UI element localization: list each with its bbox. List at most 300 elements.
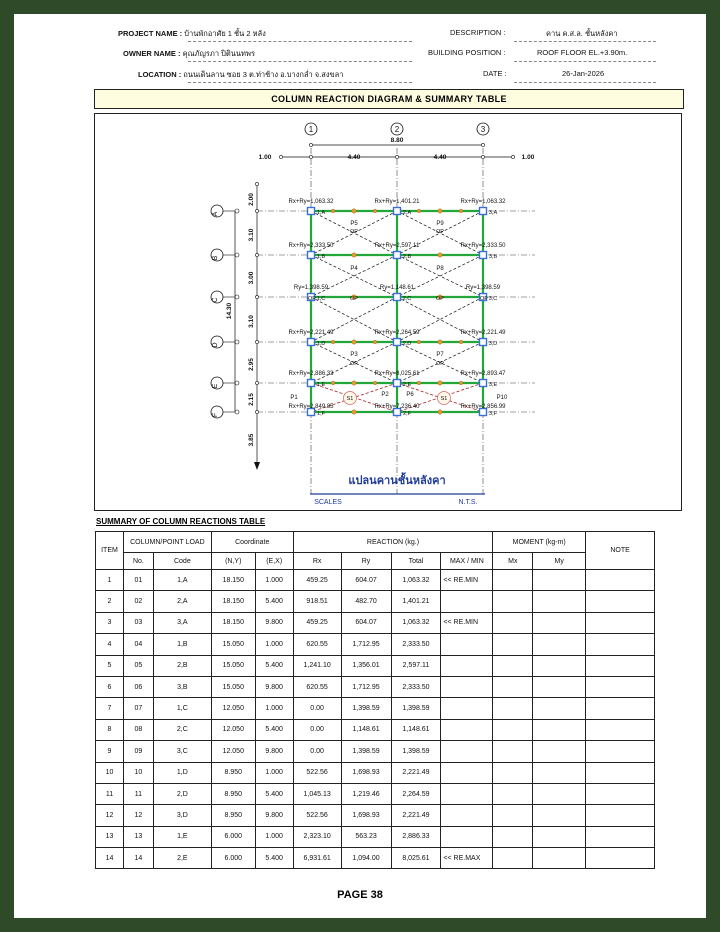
cell-mx bbox=[493, 848, 533, 869]
dim-y-label: 2.15 bbox=[248, 393, 255, 406]
reaction-label: Rx+Ry=2,893.47 bbox=[460, 371, 506, 377]
dim-y-label: 2.00 bbox=[248, 193, 255, 206]
cell-ry: 1,698.93 bbox=[341, 805, 391, 826]
cell-no: 10 bbox=[123, 762, 153, 783]
reaction-label: Rx+Ry=2,333.50 bbox=[288, 243, 334, 249]
cell-my bbox=[533, 826, 586, 847]
header-item: ITEM bbox=[96, 532, 124, 570]
header-rx: Rx bbox=[293, 553, 341, 570]
cell-mx bbox=[493, 570, 533, 591]
project-name-underline bbox=[188, 41, 412, 42]
cell-ry: 1,398.59 bbox=[341, 741, 391, 762]
support-point bbox=[331, 209, 335, 213]
cell-ny: 8.950 bbox=[211, 762, 255, 783]
cell-ny: 8.950 bbox=[211, 805, 255, 826]
cell-ry: 1,698.93 bbox=[341, 762, 391, 783]
column-node bbox=[308, 339, 315, 346]
dim-tick bbox=[255, 410, 258, 413]
plan-title: แปลนคานชั้นหลังคา bbox=[348, 475, 446, 487]
reaction-label: Ry=1,148.61 bbox=[379, 285, 415, 291]
table-row bbox=[96, 719, 655, 740]
nts-label: N.T.S. bbox=[458, 499, 478, 506]
cell-maxmin bbox=[441, 741, 493, 762]
table-row bbox=[96, 676, 655, 697]
cell-maxmin bbox=[441, 783, 493, 804]
cell-note bbox=[586, 805, 655, 826]
header-ny: (N,Y) bbox=[211, 553, 255, 570]
reaction-label: Rx+Ry=2,597.11 bbox=[374, 243, 420, 249]
project-name-row bbox=[118, 28, 266, 40]
cell-mx bbox=[493, 591, 533, 612]
cell-mx bbox=[493, 698, 533, 719]
dim-y-label: 2.95 bbox=[248, 358, 255, 371]
reaction-label: Rx+Ry=2,849.85 bbox=[288, 404, 334, 410]
support-point bbox=[352, 209, 356, 213]
cell-code: 2,D bbox=[153, 783, 211, 804]
dim-tick bbox=[255, 340, 258, 343]
cell-total: 2,333.50 bbox=[391, 634, 441, 655]
grid-leader-dot bbox=[235, 340, 239, 344]
header-reaction: REACTION (kg.) bbox=[293, 532, 493, 553]
table-row bbox=[96, 805, 655, 826]
date-label: DATE : bbox=[483, 69, 507, 78]
cell-ry: 1,219.46 bbox=[341, 783, 391, 804]
dim-tick bbox=[511, 155, 514, 158]
cell-rx: 620.55 bbox=[293, 676, 341, 697]
cell-mx bbox=[493, 826, 533, 847]
column-node bbox=[394, 294, 401, 301]
header-code: Code bbox=[153, 553, 211, 570]
panel-label: P1 bbox=[290, 395, 298, 401]
cell-ex: 1.000 bbox=[255, 826, 293, 847]
column-node-label: 3,F bbox=[489, 411, 497, 417]
cell-ny: 15.050 bbox=[211, 676, 255, 697]
column-node-label: 3,B bbox=[488, 254, 498, 260]
location-underline bbox=[188, 82, 412, 83]
support-point bbox=[438, 410, 442, 414]
cell-maxmin: << RE.MIN bbox=[441, 570, 493, 591]
op-label: OP bbox=[350, 361, 358, 367]
panel-label: P10 bbox=[496, 395, 508, 401]
op-label: OP bbox=[350, 229, 358, 235]
cell-note bbox=[586, 676, 655, 697]
cell-no: 05 bbox=[123, 655, 153, 676]
cell-mx bbox=[493, 762, 533, 783]
cell-no: 04 bbox=[123, 634, 153, 655]
support-point bbox=[438, 340, 442, 344]
cell-item: 8 bbox=[96, 719, 124, 740]
cell-total: 8,025.61 bbox=[391, 848, 441, 869]
cell-total: 2,221.49 bbox=[391, 805, 441, 826]
column-node bbox=[308, 380, 315, 387]
cell-mx bbox=[493, 612, 533, 633]
cell-ny: 6.000 bbox=[211, 848, 255, 869]
table-row bbox=[96, 741, 655, 762]
cell-ny: 6.000 bbox=[211, 826, 255, 847]
cell-ex: 1.000 bbox=[255, 762, 293, 783]
reaction-label: Rx+Ry=2,221.49 bbox=[460, 330, 506, 336]
location-label: LOCATION : bbox=[138, 70, 182, 79]
column-node bbox=[394, 208, 401, 215]
dim-tick bbox=[255, 209, 258, 212]
header-max-min: MAX / MIN bbox=[441, 553, 493, 570]
cell-my bbox=[533, 805, 586, 826]
cell-ex: 1.000 bbox=[255, 570, 293, 591]
dim-y-label: 3.10 bbox=[248, 228, 255, 242]
header-note: NOTE bbox=[586, 532, 655, 570]
cell-ex: 9.800 bbox=[255, 805, 293, 826]
column-node-label: 1,B bbox=[316, 254, 326, 260]
dim-total-x: 8.80 bbox=[390, 137, 404, 144]
cell-mx bbox=[493, 805, 533, 826]
dim-tick bbox=[255, 295, 258, 298]
cell-maxmin bbox=[441, 655, 493, 676]
op-label: OP bbox=[436, 296, 444, 302]
summary-table bbox=[95, 531, 655, 869]
grid-leader-dot bbox=[235, 381, 239, 385]
cell-maxmin bbox=[441, 634, 493, 655]
cell-item: 10 bbox=[96, 762, 124, 783]
cell-item: 11 bbox=[96, 783, 124, 804]
column-node-label: 2,D bbox=[402, 341, 412, 347]
dim-y-label: 3.00 bbox=[248, 271, 255, 285]
cell-code: 1,C bbox=[153, 698, 211, 719]
cell-ny: 18.150 bbox=[211, 570, 255, 591]
cell-rx: 0.00 bbox=[293, 698, 341, 719]
column-node-label: 1,F bbox=[317, 411, 325, 417]
cell-rx: 522.56 bbox=[293, 805, 341, 826]
cell-item: 14 bbox=[96, 848, 124, 869]
cell-note bbox=[586, 719, 655, 740]
owner-name-value: คุณภัญรภา ปิตินนทพร bbox=[182, 49, 255, 58]
dim-tick bbox=[481, 155, 484, 158]
cell-total: 1,398.59 bbox=[391, 741, 441, 762]
cell-total: 2,264.59 bbox=[391, 783, 441, 804]
date-value: 26-Jan-2026 bbox=[562, 69, 605, 78]
cell-ex: 5.400 bbox=[255, 591, 293, 612]
op-label: OP bbox=[436, 361, 444, 367]
table-row bbox=[96, 826, 655, 847]
project-name-value: บ้านพักอาศัย 1 ชั้น 2 หลัง bbox=[184, 29, 266, 38]
cell-ex: 5.400 bbox=[255, 848, 293, 869]
grid-label-y: A bbox=[212, 211, 219, 217]
cell-rx: 1,241.10 bbox=[293, 655, 341, 676]
cell-mx bbox=[493, 676, 533, 697]
reaction-label: Rx+Ry=1,063.32 bbox=[288, 199, 334, 205]
cell-no: 08 bbox=[123, 719, 153, 740]
support-point bbox=[331, 381, 335, 385]
column-node-label: 3,C bbox=[488, 296, 498, 302]
cell-code: 3,D bbox=[153, 805, 211, 826]
panel-label: P3 bbox=[350, 352, 358, 358]
reaction-label: Rx+Ry=2,333.50 bbox=[460, 243, 506, 249]
cell-note bbox=[586, 762, 655, 783]
table-row bbox=[96, 634, 655, 655]
cell-maxmin bbox=[441, 805, 493, 826]
dim-x-label: 4.40 bbox=[433, 154, 447, 161]
support-point bbox=[373, 209, 377, 213]
cell-maxmin bbox=[441, 698, 493, 719]
cell-note bbox=[586, 612, 655, 633]
support-point bbox=[417, 381, 421, 385]
cell-ry: 604.07 bbox=[341, 570, 391, 591]
dim-tick bbox=[395, 155, 398, 158]
cell-total: 2,333.50 bbox=[391, 676, 441, 697]
reaction-label: Ry=1,398.59 bbox=[465, 285, 501, 291]
cell-total: 2,597.11 bbox=[391, 655, 441, 676]
cell-code: 1,B bbox=[153, 634, 211, 655]
grid-label-x: 2 bbox=[394, 125, 400, 134]
op-label: OP bbox=[308, 296, 316, 302]
dim-tick bbox=[255, 381, 258, 384]
owner-name-row bbox=[123, 48, 255, 60]
cell-mx bbox=[493, 655, 533, 676]
cell-code: 1,A bbox=[153, 570, 211, 591]
table-row bbox=[96, 762, 655, 783]
scales-label: SCALES bbox=[314, 499, 342, 506]
cell-mx bbox=[493, 783, 533, 804]
cell-no: 09 bbox=[123, 741, 153, 762]
grid-label-x: 1 bbox=[308, 125, 314, 134]
cell-rx: 0.00 bbox=[293, 719, 341, 740]
building-position-underline bbox=[514, 61, 656, 62]
dim-x-label: 1.00 bbox=[258, 154, 272, 161]
cell-ex: 9.800 bbox=[255, 676, 293, 697]
support-point bbox=[459, 381, 463, 385]
cell-note bbox=[586, 634, 655, 655]
dim-x-label: 4.40 bbox=[347, 154, 361, 161]
cell-my bbox=[533, 591, 586, 612]
header-moment: MOMENT (kg-m) bbox=[493, 532, 586, 553]
support-point bbox=[373, 381, 377, 385]
cell-ny: 15.050 bbox=[211, 634, 255, 655]
cell-no: 12 bbox=[123, 805, 153, 826]
cell-ny: 12.050 bbox=[211, 698, 255, 719]
cell-ex: 1.000 bbox=[255, 698, 293, 719]
header-no: No. bbox=[123, 553, 153, 570]
cell-item: 3 bbox=[96, 612, 124, 633]
cell-my bbox=[533, 612, 586, 633]
cell-item: 9 bbox=[96, 741, 124, 762]
cell-ry: 482.70 bbox=[341, 591, 391, 612]
reaction-label: Rx+Ry=8,025.61 bbox=[374, 371, 420, 377]
cell-item: 6 bbox=[96, 676, 124, 697]
header-ry: Ry bbox=[341, 553, 391, 570]
cell-mx bbox=[493, 634, 533, 655]
date-underline bbox=[514, 82, 656, 83]
support-point bbox=[438, 381, 442, 385]
dim-total-y: 14.30 bbox=[226, 302, 233, 320]
support-point bbox=[373, 340, 377, 344]
column-node-label: 2,B bbox=[402, 254, 412, 260]
cell-ry: 1,148.61 bbox=[341, 719, 391, 740]
cell-my bbox=[533, 698, 586, 719]
project-name-label: PROJECT NAME : bbox=[118, 29, 183, 38]
cell-ex: 9.800 bbox=[255, 741, 293, 762]
cell-note bbox=[586, 783, 655, 804]
reaction-label: Rx+Ry=2,264.59 bbox=[374, 330, 420, 336]
location-row bbox=[138, 69, 343, 81]
column-node bbox=[394, 380, 401, 387]
reaction-label: Rx+Ry=7,236.40 bbox=[374, 404, 420, 410]
reaction-label: Rx+Ry=1,401.21 bbox=[374, 199, 420, 205]
column-node bbox=[394, 252, 401, 259]
cell-ry: 1,094.00 bbox=[341, 848, 391, 869]
cell-total: 1,398.59 bbox=[391, 698, 441, 719]
cell-ex: 5.400 bbox=[255, 719, 293, 740]
cell-ry: 1,712.95 bbox=[341, 676, 391, 697]
column-node bbox=[308, 252, 315, 259]
cell-rx: 2,323.10 bbox=[293, 826, 341, 847]
cell-no: 01 bbox=[123, 570, 153, 591]
column-node-label: 2,F bbox=[403, 411, 411, 417]
cell-rx: 459.25 bbox=[293, 612, 341, 633]
cell-note bbox=[586, 741, 655, 762]
header-coordinate: Coordinate bbox=[211, 532, 293, 553]
cell-code: 3,A bbox=[153, 612, 211, 633]
cell-ny: 18.150 bbox=[211, 591, 255, 612]
diagram-title-bar: COLUMN REACTION DIAGRAM & SUMMARY TABLE bbox=[94, 89, 684, 109]
panel-label: P4 bbox=[350, 266, 358, 272]
cell-ny: 15.050 bbox=[211, 655, 255, 676]
table-row bbox=[96, 570, 655, 591]
dim-x-label: 1.00 bbox=[521, 154, 535, 161]
owner-name-underline bbox=[188, 61, 412, 62]
cell-no: 03 bbox=[123, 612, 153, 633]
cell-item: 2 bbox=[96, 591, 124, 612]
dim-y-label: 3.85 bbox=[248, 433, 255, 447]
page-number: PAGE 38 bbox=[337, 889, 383, 901]
cell-item: 7 bbox=[96, 698, 124, 719]
cell-ex: 5.400 bbox=[255, 783, 293, 804]
cell-my bbox=[533, 762, 586, 783]
cell-maxmin bbox=[441, 591, 493, 612]
panel-label: P2 bbox=[381, 392, 389, 398]
cell-rx: 620.55 bbox=[293, 634, 341, 655]
cell-item: 12 bbox=[96, 805, 124, 826]
cell-maxmin bbox=[441, 762, 493, 783]
s1-label: S1 bbox=[346, 396, 354, 403]
support-point bbox=[331, 340, 335, 344]
header-mx: Mx bbox=[493, 553, 533, 570]
support-point bbox=[352, 340, 356, 344]
cell-total: 1,063.32 bbox=[391, 570, 441, 591]
s1-label: S1 bbox=[440, 396, 448, 403]
cell-code: 1,E bbox=[153, 826, 211, 847]
cell-no: 06 bbox=[123, 676, 153, 697]
support-point bbox=[438, 209, 442, 213]
cell-ry: 563.23 bbox=[341, 826, 391, 847]
building-position-value: ROOF FLOOR EL.+3.90m. bbox=[537, 48, 628, 57]
cell-note bbox=[586, 848, 655, 869]
location-value: ถนนเดินลาน ซอย 3 ต.ท่าช้าง อ.บางกล่ำ จ.สงขลา bbox=[183, 70, 344, 79]
column-node bbox=[394, 339, 401, 346]
cell-code: 2,A bbox=[153, 591, 211, 612]
cell-mx bbox=[493, 719, 533, 740]
cell-ny: 18.150 bbox=[211, 612, 255, 633]
support-point bbox=[417, 209, 421, 213]
header-ex: (E,X) bbox=[255, 553, 293, 570]
cell-ny: 8.950 bbox=[211, 783, 255, 804]
column-reaction-diagram bbox=[94, 113, 682, 511]
cell-no: 07 bbox=[123, 698, 153, 719]
cell-ry: 1,398.59 bbox=[341, 698, 391, 719]
column-node-label: 3,A bbox=[488, 210, 498, 216]
column-node-label: 2,A bbox=[402, 210, 412, 216]
grid-leader-dot bbox=[235, 295, 239, 299]
cell-no: 11 bbox=[123, 783, 153, 804]
cell-total: 1,401.21 bbox=[391, 591, 441, 612]
support-point bbox=[438, 253, 442, 257]
cell-maxmin bbox=[441, 826, 493, 847]
cell-ex: 5.400 bbox=[255, 655, 293, 676]
description-label: DESCRIPTION : bbox=[450, 28, 506, 37]
cell-ex: 9.800 bbox=[255, 612, 293, 633]
grid-label-y: F bbox=[212, 412, 219, 418]
dim-tick bbox=[255, 182, 258, 185]
cell-ex: 1.000 bbox=[255, 634, 293, 655]
grid-leader-dot bbox=[235, 253, 239, 257]
table-row bbox=[96, 655, 655, 676]
cell-item: 1 bbox=[96, 570, 124, 591]
grid-label-x: 3 bbox=[480, 125, 486, 134]
building-position-label: BUILDING POSITION : bbox=[428, 48, 506, 57]
table-row bbox=[96, 591, 655, 612]
document-page bbox=[14, 14, 706, 918]
cell-maxmin bbox=[441, 719, 493, 740]
grid-leader-dot bbox=[235, 209, 239, 213]
cell-ry: 1,712.95 bbox=[341, 634, 391, 655]
panel-label: P9 bbox=[436, 221, 444, 227]
grid-label-y: D bbox=[212, 342, 219, 348]
op-label: OP bbox=[350, 296, 358, 302]
header-my: My bbox=[533, 553, 586, 570]
column-node-label: 3,E bbox=[488, 382, 498, 388]
cell-note bbox=[586, 698, 655, 719]
cell-rx: 6,931.61 bbox=[293, 848, 341, 869]
column-node bbox=[308, 208, 315, 215]
cell-total: 1,148.61 bbox=[391, 719, 441, 740]
diagram-canvas bbox=[95, 114, 681, 510]
dim-tick bbox=[309, 143, 312, 146]
cell-maxmin: << RE.MAX bbox=[441, 848, 493, 869]
cell-no: 02 bbox=[123, 591, 153, 612]
cell-ny: 12.050 bbox=[211, 719, 255, 740]
column-node bbox=[480, 208, 487, 215]
grid-label-y: E bbox=[212, 383, 219, 389]
panel-label: P6 bbox=[406, 392, 414, 398]
cell-my bbox=[533, 634, 586, 655]
cell-code: 1,D bbox=[153, 762, 211, 783]
grid-label-y: C bbox=[212, 297, 219, 303]
cell-maxmin bbox=[441, 676, 493, 697]
grid-leader-dot bbox=[235, 410, 239, 414]
cell-note bbox=[586, 826, 655, 847]
reaction-label: Ry=1,398.59 bbox=[293, 285, 329, 291]
header-column-point-load: COLUMN/POINT LOAD bbox=[123, 532, 211, 553]
cell-code: 2,E bbox=[153, 848, 211, 869]
cell-total: 1,063.32 bbox=[391, 612, 441, 633]
grid-label-y: B bbox=[212, 255, 219, 261]
cell-my bbox=[533, 676, 586, 697]
cell-code: 3,B bbox=[153, 676, 211, 697]
dim-y-label: 3.10 bbox=[248, 315, 255, 328]
cell-code: 2,B bbox=[153, 655, 211, 676]
cell-note bbox=[586, 570, 655, 591]
dim-tick bbox=[255, 253, 258, 256]
summary-table-body bbox=[96, 570, 655, 869]
cell-no: 14 bbox=[123, 848, 153, 869]
